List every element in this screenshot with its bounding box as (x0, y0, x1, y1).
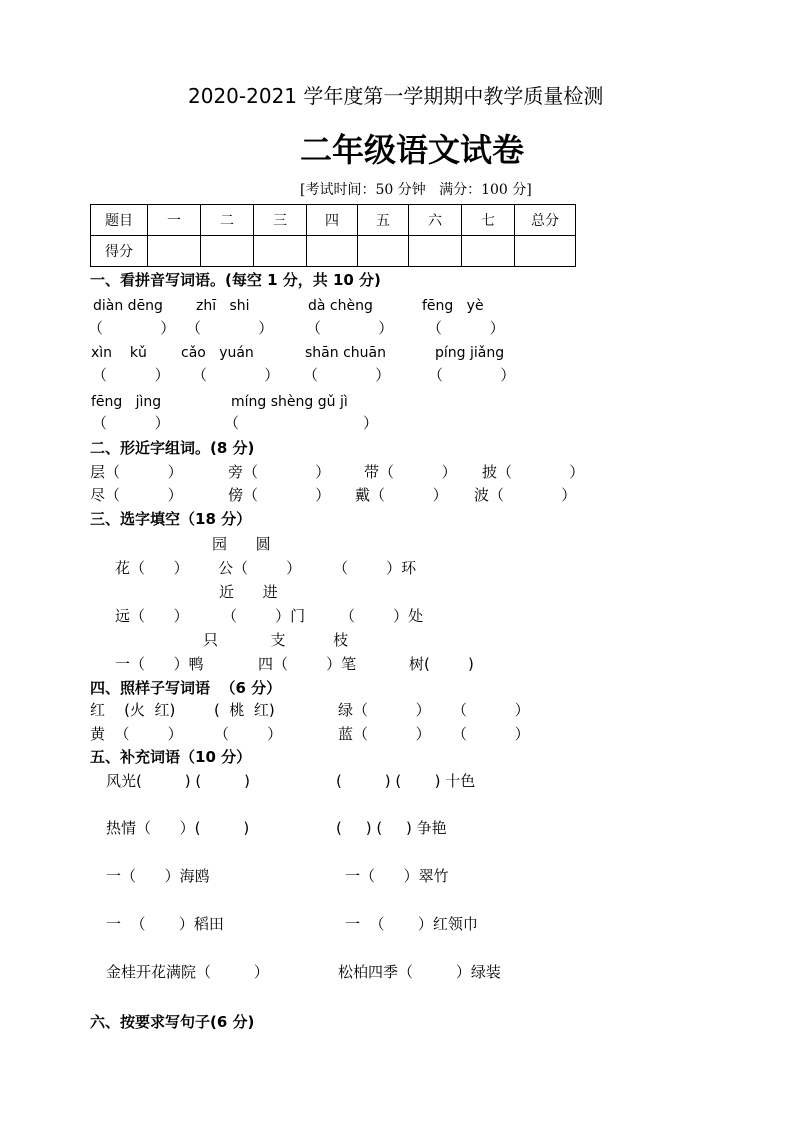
fill-item[interactable]: 四（ ）笔 (258, 655, 357, 673)
score-cell[interactable] (515, 236, 576, 267)
fill-item[interactable]: （ ）门 (222, 607, 306, 625)
answer-blank[interactable]: （ ） (192, 366, 280, 384)
idiom-item[interactable]: 一（ ）海鸥 (106, 867, 210, 885)
score-cell[interactable] (462, 236, 515, 267)
section-heading: 三、选字填空（18 分） (90, 510, 252, 528)
answer-blank[interactable]: （ ） (92, 366, 170, 384)
score-cell[interactable] (358, 236, 409, 267)
example-item: 红 (火 红) (90, 701, 176, 719)
word-group-item[interactable]: 带（ ） (364, 463, 457, 481)
section-heading: 二、形近字组词。(8 分) (90, 439, 255, 457)
fill-item[interactable]: 树( ) (409, 655, 474, 673)
fill-item[interactable]: （ ）环 (333, 559, 417, 577)
fill-item[interactable]: 远（ ） (115, 607, 189, 625)
word-group-item[interactable]: 尽（ ） (90, 486, 183, 504)
answer-blank[interactable]: （ ） (427, 319, 505, 337)
pinyin: cǎo yuán (181, 345, 254, 361)
score-table-header-row (91, 205, 576, 236)
word-group-item[interactable]: 层（ ） (90, 463, 183, 481)
answer-blank[interactable]: （ ） (92, 414, 170, 432)
page-title: 二年级语文试卷 (300, 131, 525, 169)
fill-item[interactable]: （ ） (452, 725, 530, 743)
answer-blank[interactable]: （ ） (428, 366, 516, 384)
word-group-item[interactable]: 披（ ） (482, 463, 585, 481)
fill-item[interactable]: 蓝（ ） (338, 725, 431, 743)
answer-blank[interactable]: （ ） (186, 319, 274, 337)
word-group-item[interactable]: 傍（ ） (228, 486, 331, 504)
table-cell: 得分 (91, 236, 148, 267)
fill-item[interactable]: 公（ ） (218, 559, 302, 577)
score-cell[interactable] (254, 236, 307, 267)
table-cell: 六 (409, 205, 462, 236)
idiom-item[interactable]: 风光( ) ( ) (106, 772, 251, 790)
score-cell[interactable] (148, 236, 201, 267)
table-cell: 五 (358, 205, 409, 236)
pinyin: shān chuān (305, 345, 386, 361)
fill-item[interactable]: 花（ ） (115, 559, 189, 577)
pinyin: fēng jìng (91, 394, 162, 410)
pinyin: zhī shi (196, 298, 250, 314)
exam-subtitle: 2020-2021 学年度第一学期期中教学质量检测 (188, 84, 604, 108)
exam-info: [考试时间：50 分钟 满分：100 分] (300, 182, 532, 198)
fill-item[interactable]: （ ）处 (340, 607, 424, 625)
example-item: ( 桃 红) (214, 701, 275, 719)
table-cell: 二 (201, 205, 254, 236)
pinyin: diàn dēng (93, 298, 163, 314)
fill-item[interactable]: 绿（ ） (338, 701, 431, 719)
answer-blank[interactable]: （ ） (224, 414, 378, 432)
idiom-item[interactable]: 松柏四季（ ）绿装 (338, 963, 501, 981)
word-group-item[interactable]: 戴（ ） (355, 486, 448, 504)
table-cell: 七 (462, 205, 515, 236)
idiom-item[interactable]: 一（ ）翠竹 (345, 867, 449, 885)
score-table-score-row (91, 236, 576, 267)
score-table (90, 204, 576, 267)
pinyin: xìn kǔ (91, 345, 147, 361)
fill-item[interactable]: 一（ ）鸭 (115, 655, 204, 673)
fill-item[interactable]: （ ） (452, 701, 530, 719)
fill-item[interactable]: 黄 （ ） (90, 725, 183, 743)
answer-blank[interactable]: （ ） (303, 366, 391, 384)
choice-chars: 只 支 枝 (203, 631, 349, 649)
section-heading: 六、按要求写句子(6 分) (90, 1013, 255, 1031)
table-cell: 总分 (515, 205, 576, 236)
fill-item[interactable]: （ ） (214, 725, 283, 743)
score-cell[interactable] (409, 236, 462, 267)
pinyin: fēng yè (422, 298, 484, 314)
answer-blank[interactable]: （ ） (306, 319, 394, 337)
idiom-item[interactable]: ( ) ( ) 争艳 (336, 819, 447, 837)
pinyin: dà chèng (308, 298, 373, 314)
answer-blank[interactable]: （ ） (88, 319, 176, 337)
choice-chars: 园 圆 (212, 535, 271, 553)
pinyin: píng jiǎng (435, 345, 505, 361)
word-group-item[interactable]: 旁（ ） (228, 463, 331, 481)
pinyin: míng shèng gǔ jì (231, 394, 348, 410)
idiom-item[interactable]: 一 （ ）稻田 (106, 915, 224, 933)
table-cell: 题目 (91, 205, 148, 236)
word-group-item[interactable]: 波（ ） (474, 486, 577, 504)
idiom-item[interactable]: 一 （ ）红领巾 (345, 915, 478, 933)
table-cell: 一 (148, 205, 201, 236)
score-cell[interactable] (201, 236, 254, 267)
idiom-item[interactable]: ( ) ( ) 十色 (336, 772, 476, 790)
table-cell: 四 (307, 205, 358, 236)
section-heading: 四、照样子写词语 （6 分） (90, 679, 282, 697)
choice-chars: 近 进 (219, 583, 278, 601)
idiom-item[interactable]: 热情（ ）( ) (106, 819, 250, 837)
section-heading: 一、看拼音写词语。(每空 1 分，共 10 分) (90, 271, 381, 289)
score-cell[interactable] (307, 236, 358, 267)
idiom-item[interactable]: 金桂开花满院（ ） (106, 963, 269, 981)
section-heading: 五、补充词语（10 分） (90, 748, 252, 766)
table-cell: 三 (254, 205, 307, 236)
